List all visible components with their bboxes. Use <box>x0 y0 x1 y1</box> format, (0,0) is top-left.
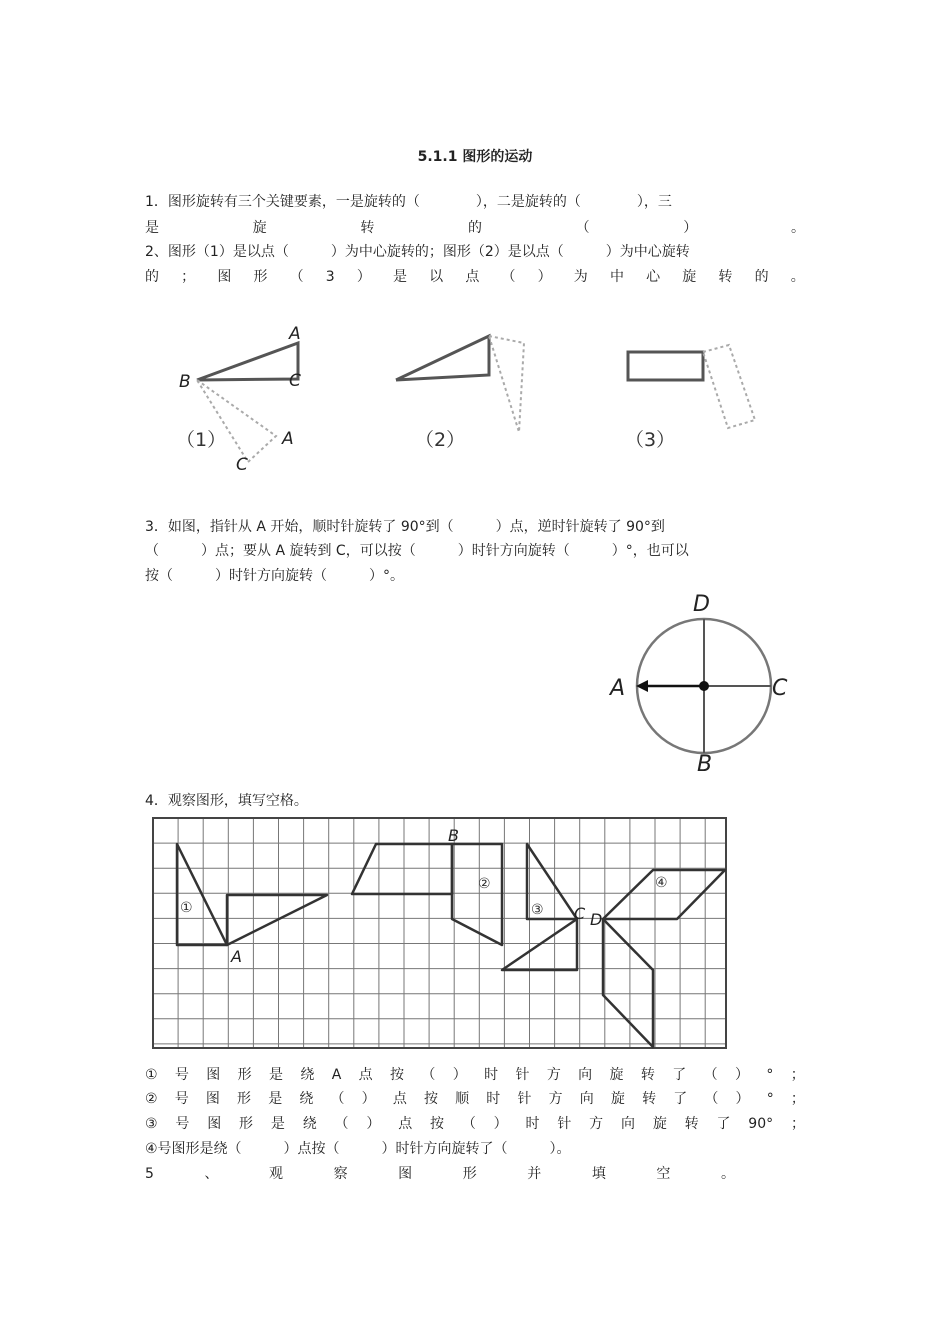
grid-label-a: A <box>231 947 242 966</box>
q4-char: 绕 <box>300 1067 315 1083</box>
q2-char: 转 <box>718 269 733 285</box>
q3-line2: （ ）点；要从 A 旋转到 C，可以按（ ）时针方向旋转（ ）°，也可以 <box>145 543 689 559</box>
q4-char: ） <box>735 1091 750 1107</box>
fig1-triangle <box>197 343 298 380</box>
q4-char: 方 <box>546 1067 561 1083</box>
q4-char: 90° <box>748 1116 774 1132</box>
q4-char: ° <box>766 1091 774 1107</box>
q4-char: 向 <box>579 1091 594 1107</box>
q5-char: 观 <box>269 1166 284 1182</box>
q4-intro: 4．观察图形，填写空格。 <box>145 793 308 809</box>
q2-char: 心 <box>646 269 661 285</box>
q4-char: ③ <box>145 1116 158 1132</box>
grid-label-2: ② <box>478 876 491 892</box>
q5-char: 填 <box>591 1166 606 1182</box>
q4-char: 按 <box>430 1116 445 1132</box>
page-title: 5.1.1 图形的运动 <box>417 149 533 165</box>
q3-line1: 3．如图，指针从 A 开始，顺时针旋转了 90°到（ ）点，逆时针旋转了 90°到 <box>145 519 665 535</box>
q4-char: 针 <box>517 1091 532 1107</box>
q4-char: 方 <box>589 1116 604 1132</box>
q2-char: 中 <box>609 269 624 285</box>
q2-char: 图 <box>217 269 232 285</box>
q4-char: 了 <box>716 1116 731 1132</box>
shape-4-rotated <box>603 919 653 1047</box>
q4-char: ② <box>145 1091 158 1107</box>
grid-border <box>153 818 726 1048</box>
q4-char: 转 <box>640 1067 655 1083</box>
q2-char: 3 <box>325 269 335 285</box>
q5-char: 并 <box>527 1166 542 1182</box>
q1-char: 旋 <box>252 220 267 236</box>
q4-char: 形 <box>237 1091 252 1107</box>
q4-char: A <box>331 1067 342 1083</box>
q5-char: 空 <box>656 1166 671 1182</box>
q4-char: ） <box>493 1116 508 1132</box>
q4-char: 点 <box>398 1116 413 1132</box>
q4-char: 旋 <box>610 1091 625 1107</box>
q4-char: 绕 <box>299 1091 314 1107</box>
q3-line3: 按（ ）时针方向旋转（ ）°。 <box>145 568 404 584</box>
q4-line1 <box>145 1065 805 1085</box>
q1-char: （ <box>575 220 590 236</box>
q1-char: 的 <box>467 220 482 236</box>
q2-char: ） <box>537 269 552 285</box>
q4-char: 旋 <box>652 1116 667 1132</box>
q4-char: 针 <box>557 1116 572 1132</box>
q4-char: 向 <box>620 1116 635 1132</box>
q4-line2 <box>145 1089 805 1109</box>
q4-char: 是 <box>270 1116 285 1132</box>
fig1-caption: （1） <box>176 429 227 451</box>
q4-char: 向 <box>578 1067 593 1083</box>
q5-char: 。 <box>720 1166 735 1182</box>
q5-char: 察 <box>333 1166 348 1182</box>
q5-line <box>145 1164 735 1184</box>
q4-char: 方 <box>548 1091 563 1107</box>
q4-char: 时 <box>484 1067 499 1083</box>
q2-char: 形 <box>253 269 268 285</box>
grid-label-3: ③ <box>531 902 544 918</box>
q4-char: 图 <box>205 1091 220 1107</box>
shape-2-trapezoid <box>352 844 452 894</box>
q4-char: 转 <box>642 1091 657 1107</box>
q4-char: ） <box>366 1116 381 1132</box>
q4-char: （ <box>703 1067 718 1083</box>
shape-1-rotated <box>227 895 327 945</box>
dial-label-c: C <box>772 676 788 701</box>
fig2-rotated-triangle <box>489 336 524 432</box>
q4-char: 点 <box>358 1067 373 1083</box>
q1-char: 是 <box>145 220 159 236</box>
fig1-label-b: B <box>179 372 191 392</box>
q2-char: （ <box>289 269 304 285</box>
q4-char: 图 <box>206 1067 221 1083</box>
fig2-triangle <box>396 336 489 380</box>
fig1-label-c2: C <box>236 455 248 475</box>
q4-char: 旋 <box>609 1067 624 1083</box>
fig2-caption: （2） <box>415 429 466 451</box>
q4-char: 针 <box>515 1067 530 1083</box>
clock-dial <box>600 585 810 785</box>
q4-char: ） <box>734 1067 749 1083</box>
fig3-caption: （3） <box>625 429 676 451</box>
shape-1-triangle <box>177 844 227 945</box>
q4-char: 号 <box>174 1067 189 1083</box>
dial-center <box>699 681 709 691</box>
q2-char: 为 <box>573 269 588 285</box>
q4-char: 号 <box>175 1116 190 1132</box>
grid-figure <box>150 815 730 1051</box>
q4-char: 绕 <box>302 1116 317 1132</box>
fig1-label-a2: A <box>282 429 294 449</box>
fig1-label-a: A <box>289 324 301 344</box>
q4-line3 <box>145 1114 805 1134</box>
shape-3-rotated <box>502 919 577 970</box>
grid-lines <box>153 818 726 1048</box>
q4-char: ； <box>790 1091 805 1107</box>
q2-char: 以 <box>429 269 444 285</box>
q2-char: ） <box>356 269 371 285</box>
q4-char: ） <box>452 1067 467 1083</box>
q4-char: 时 <box>525 1116 540 1132</box>
fig3-rotated-rectangle <box>703 345 755 428</box>
q5-char: 图 <box>398 1166 413 1182</box>
fig3-rectangle <box>628 352 703 380</box>
dial-label-d: D <box>693 592 710 617</box>
q4-char: ； <box>790 1116 805 1132</box>
dial-label-b: B <box>697 752 713 777</box>
q5-char: 5 <box>145 1166 154 1182</box>
q4-char: 形 <box>239 1116 254 1132</box>
q4-char: 号 <box>174 1091 189 1107</box>
q4-char: 图 <box>207 1116 222 1132</box>
q4-char: 时 <box>486 1091 501 1107</box>
q2-char: ； <box>181 269 196 285</box>
rotation-figures <box>0 0 950 500</box>
q4-char: 顺 <box>455 1091 470 1107</box>
q4-char: ① <box>145 1067 158 1083</box>
q4-char: （ <box>461 1116 476 1132</box>
q4-char: ） <box>361 1091 376 1107</box>
q4-char: 了 <box>672 1067 687 1083</box>
q2-line1: 2、图形（1）是以点（ ）为中心旋转的；图形（2）是以点（ ）为中心旋转 <box>145 244 690 260</box>
q5-char: 、 <box>204 1166 219 1182</box>
q2-char: 。 <box>790 269 805 285</box>
q4-char: 转 <box>684 1116 699 1132</box>
q4-char: ° <box>766 1067 774 1083</box>
q4-char: 形 <box>237 1067 252 1083</box>
q4-line4: ④号图形是绕（ ）点按（ ）时针方向旋转了（ ）。 <box>145 1141 571 1157</box>
q2-char: 旋 <box>682 269 697 285</box>
q1-line1: 1．图形旋转有三个关键要素，一是旋转的（ ），二是旋转的（ ），三 <box>145 194 672 210</box>
q2-char: （ <box>501 269 516 285</box>
grid-label-1: ① <box>180 900 193 916</box>
q4-char: ； <box>790 1067 805 1083</box>
q1-char: 转 <box>360 220 375 236</box>
grid-label-b: B <box>448 826 459 845</box>
q4-char: （ <box>330 1091 345 1107</box>
q2-char: 的 <box>754 269 769 285</box>
q1-char: ） <box>683 220 698 236</box>
q4-char: （ <box>421 1067 436 1083</box>
grid-label-c: C <box>574 904 586 923</box>
q2-char: 是 <box>393 269 408 285</box>
q4-char: 了 <box>673 1091 688 1107</box>
q4-char: 是 <box>269 1067 283 1083</box>
dial-label-a: A <box>610 676 626 701</box>
shape-2-rotated <box>452 844 502 945</box>
q2-char: 的 <box>145 269 159 285</box>
q4-char: 按 <box>423 1091 438 1107</box>
q4-char: （ <box>704 1091 719 1107</box>
q4-char: 点 <box>392 1091 407 1107</box>
q4-char: 按 <box>390 1067 405 1083</box>
q1-char: 。 <box>790 220 805 236</box>
grid-label-4: ④ <box>655 875 668 891</box>
grid-label-d: D <box>590 910 603 929</box>
q2-char: 点 <box>465 269 480 285</box>
q5-char: 形 <box>462 1166 477 1182</box>
q4-char: 是 <box>268 1091 283 1107</box>
q4-char: （ <box>334 1116 349 1132</box>
fig1-label-c: C <box>289 371 301 391</box>
